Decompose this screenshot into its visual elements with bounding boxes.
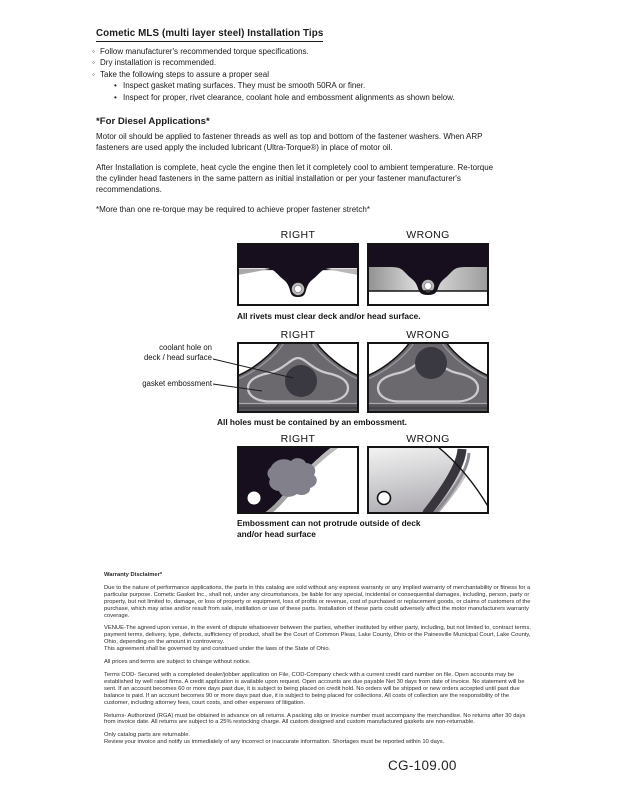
diesel-section-heading: *For Diesel Applications* bbox=[96, 116, 210, 127]
caption-line: Embossment can not protrude outside of deck bbox=[237, 518, 421, 528]
legal-paragraph: Returns- Authorized (RGA) must be obtained in advance on all returns. A packing slip or invoice number must accompany the merchandise. No returns after 30 days from invoice date. All returns are subject to a 25% restocking charge. All custom designed and custom manufactured gaskets are non-returnable. bbox=[104, 712, 526, 726]
warranty-disclaimer-section bbox=[104, 572, 534, 746]
diesel-paragraph: Motor oil should be applied to fastener threads as well as top and bottom of the fastener washers. When ARP fasteners are used apply the included lubricant (Ultra-Torque®) in place of motor oil. bbox=[96, 132, 483, 152]
list-item-text: Dry installation is recommended. bbox=[100, 58, 217, 68]
rivet-wrong-diagram bbox=[367, 243, 489, 306]
embossment-wrong-diagram bbox=[367, 446, 489, 514]
label-line: deck / head surface bbox=[143, 352, 212, 362]
open-bullet-icon: ◦ bbox=[92, 58, 95, 68]
coolant-hole-diagram-row bbox=[96, 329, 538, 432]
coolant-hole-wrong-diagram bbox=[367, 342, 489, 413]
filled-bullet-icon: • bbox=[114, 92, 117, 102]
coolant-hole-right-diagram bbox=[237, 342, 359, 413]
open-bullet-icon: ◦ bbox=[92, 69, 95, 79]
list-item-text: Inspect for proper, rivet clearance, coolant hole and embossment alignments as shown below. bbox=[123, 92, 455, 102]
wrong-column-label: WRONG bbox=[406, 433, 450, 445]
diagram-caption: All holes must be contained by an embossment. bbox=[217, 417, 407, 427]
list-item-text: Follow manufacturer's recommended torque specifications. bbox=[100, 47, 309, 56]
filled-bullet-icon: • bbox=[114, 81, 117, 91]
warranty-disclaimer-heading: Warranty Disclaimer* bbox=[104, 572, 163, 578]
legal-paragraph: This agreement shall be governed by and construed under the laws of the State of Ohio. bbox=[104, 646, 331, 653]
right-column-label: RIGHT bbox=[280, 329, 316, 341]
right-column-label: RIGHT bbox=[280, 229, 316, 241]
caption-line: and/or head surface bbox=[237, 528, 316, 539]
retorque-note: *More than one re-torque may be required to achieve proper fastener stretch* bbox=[96, 205, 370, 214]
coolant-hole-icon bbox=[415, 347, 447, 379]
list-item-text: Inspect gasket mating surfaces. They must be smooth 50RA or finer. bbox=[123, 81, 366, 91]
legal-paragraph: All prices and terms are subject to change without notice. bbox=[104, 659, 251, 666]
installation-tips-list bbox=[92, 46, 538, 103]
legal-paragraph: VENUE-The agreed upon venue, in the event of dispute whatsoever between the parties, whether instituted by either party, including, but not limited to, contract terms, payment terms, delivery, type, defects, sufficiency of product, shall be the Court of Common Pleas, Lake County, Ohio or the Painesville Municipal Court, Lake County, Ohio, depending on the amount in controversy. bbox=[104, 625, 531, 646]
list-item bbox=[92, 57, 538, 68]
right-column-label: RIGHT bbox=[280, 433, 316, 445]
legal-paragraph: Terms COD- Secured with a completed dealer/jobber application on File, COD-Company check with a current credit card number on file. Open accounts may be established by well rated firms. A credit application is available upon request. Open accounts are due payable Net 30 days from date of invoice. No statement will be sent. If an account becomes 60 or more days past due, it is subject to being placed on credit hold. No orders will be shipped or new orders accepted until past due balance is paid. If an account becomes 90 or more days past due, it is subject to being placed for collections. All costs of collection are the responsibility of the customer, including attorney fees, court costs, and other expenses of litigation. bbox=[104, 671, 525, 706]
bolt-hole-icon bbox=[378, 492, 391, 505]
page-title: Cometic MLS (multi layer steel) Installation Tips bbox=[96, 28, 323, 42]
list-item bbox=[114, 80, 538, 91]
bolt-hole-icon bbox=[248, 492, 261, 505]
embossment-protrusion-diagram-row bbox=[96, 433, 538, 541]
label-line: coolant hole on bbox=[159, 343, 212, 352]
legal-paragraph: Review your invoice and notify us immediately of any incorrect or inaccurate information. Shortages must be reported within 10 days. bbox=[104, 739, 445, 746]
rivet-right-diagram bbox=[237, 243, 359, 306]
open-bullet-icon: ◦ bbox=[92, 47, 95, 56]
wrong-column-label: WRONG bbox=[406, 229, 450, 241]
embossment-right-diagram bbox=[237, 446, 359, 514]
legal-paragraph: Due to the nature of performance applications, the parts in this catalog are sold without any express warranty or any implied warranty of merchantability or fitness for a particular purpose. Cometic Gasket Inc., shall not, under any circumstances, be liable for any special, incidental or consequential damages, including, person, party or property, but not limited to, damage, or loss of property or equipment, loss of profits or revenue, cost of purchased or replacement goods, or claims of customers of the purchase, which may arise and/or result from sale, instillation or use of these parts. Installation of these parts could adversely affect the motor manufacturers warranty coverage. bbox=[104, 584, 531, 619]
coolant-hole-label bbox=[96, 343, 212, 362]
list-item bbox=[92, 46, 538, 57]
gasket-embossment-label: gasket embossment bbox=[142, 379, 212, 388]
coolant-hole-icon bbox=[285, 365, 317, 397]
diagram-caption: All rivets must clear deck and/or head surface. bbox=[237, 311, 421, 321]
diesel-paragraph: After Installation is complete, heat cycle the engine then let it completely cool to ambient temperature. Re-torque the cylinder head fasteners in the same pattern as initial installation or per your fastener manufacturer's recommendations. bbox=[96, 163, 494, 194]
list-item-text: Take the following steps to assure a proper seal bbox=[100, 69, 269, 79]
wrong-column-label: WRONG bbox=[406, 329, 450, 341]
page-number: CG-109.00 bbox=[388, 758, 457, 773]
diagram-caption bbox=[237, 518, 420, 539]
list-item bbox=[92, 69, 538, 80]
rivet-clearance-diagram-row bbox=[96, 229, 538, 327]
list-item bbox=[114, 92, 538, 103]
legal-paragraph: Only catalog parts are returnable. bbox=[104, 732, 191, 739]
